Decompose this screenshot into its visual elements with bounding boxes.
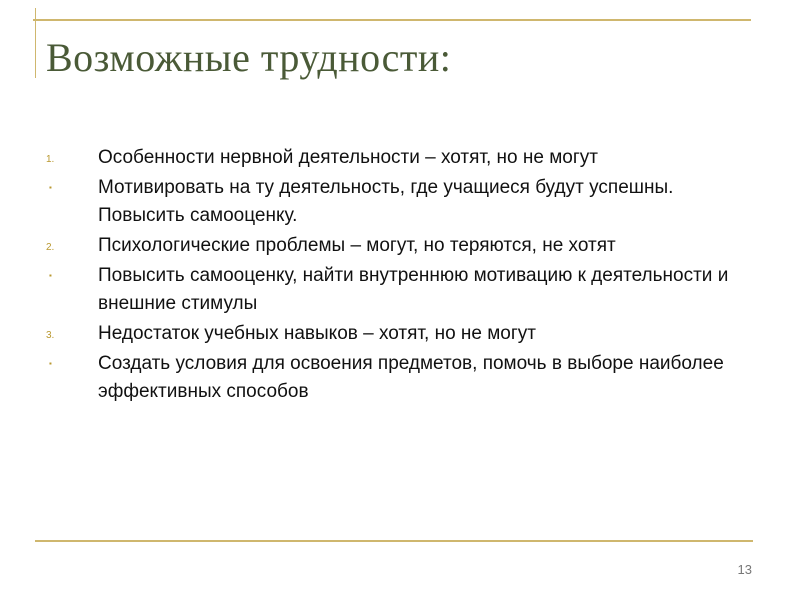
- list-number-marker: 3.: [46, 330, 55, 341]
- list-item-text: Создать условия для освоения предметов, помочь в выборе наиболее эффективных способов: [98, 353, 724, 402]
- list-item-text: Недостаток учебных навыков – хотят, но не могут: [98, 323, 537, 344]
- list-item-6: [0, 350, 800, 406]
- square-bullet-icon: ▪: [49, 271, 52, 280]
- list-number-marker: 2.: [46, 242, 55, 253]
- frame-bottom-line: [35, 540, 753, 542]
- list-item-text: Мотивировать на ту деятельность, где учащиеся будут успешны. Повысить самооценку.: [98, 177, 674, 226]
- list-item-4: [0, 262, 800, 318]
- list-item-text: Психологические проблемы – могут, но теряются, не хотят: [98, 235, 616, 256]
- frame-top-line: [33, 19, 751, 21]
- list-item-1: [0, 144, 800, 172]
- square-bullet-icon: ▪: [49, 359, 52, 368]
- square-bullet-icon: ▪: [49, 183, 52, 192]
- list-number-marker: 1.: [46, 154, 55, 165]
- list-item-2: [0, 174, 800, 230]
- slide-title: Возможные трудности:: [46, 35, 452, 80]
- frame-left-line: [35, 8, 36, 78]
- list-item-text: Особенности нервной деятельности – хотят, но не могут: [98, 147, 598, 168]
- page-number: 13: [737, 562, 752, 577]
- list-item-text: Повысить самооценку, найти внутреннюю мотивацию к деятельности и внешние стимулы: [98, 265, 729, 314]
- list-item-3: [0, 232, 800, 260]
- list-item-5: [0, 320, 800, 348]
- content-list: [0, 144, 800, 408]
